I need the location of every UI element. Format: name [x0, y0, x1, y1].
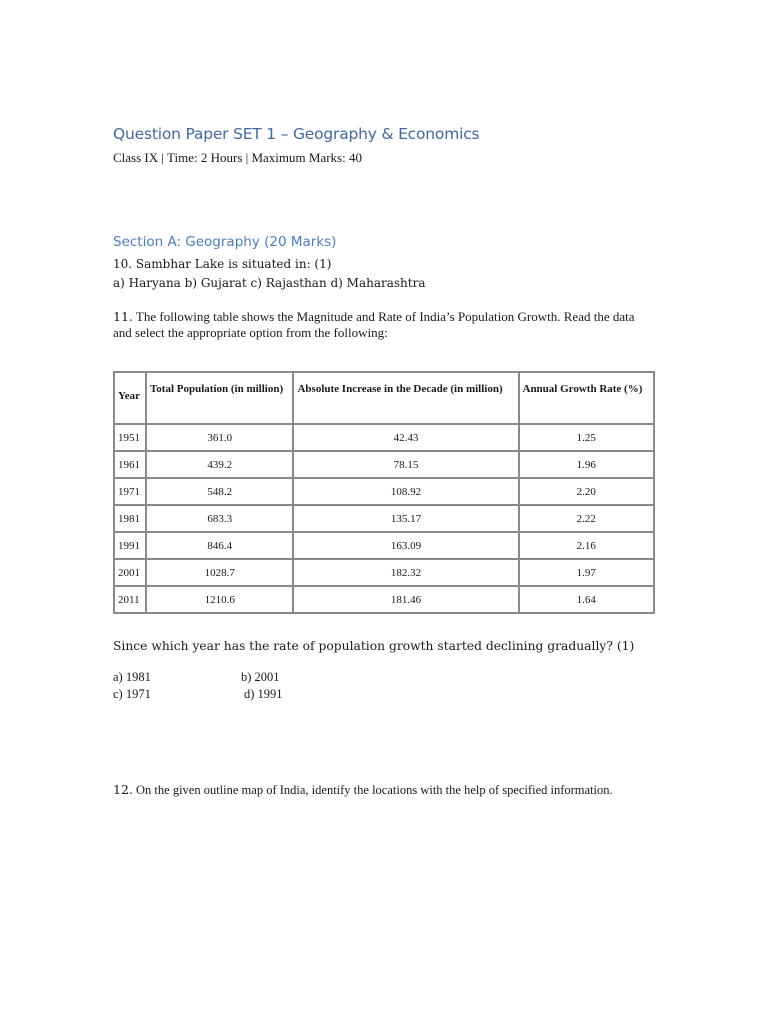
table-header-row — [114, 372, 654, 424]
table-row — [114, 505, 654, 532]
cell-rate: 2.22 — [519, 505, 655, 532]
table-row — [114, 424, 654, 451]
question-10-text: 10. Sambhar Lake is situated in: (1) — [113, 257, 332, 271]
exam-meta: Class IX | Time: 2 Hours | Maximum Marks: 40 — [113, 150, 362, 165]
question-10-options: a) Haryana b) Gujarat c) Rajasthan d) Maharashtra — [113, 276, 426, 290]
cell-increase: 135.17 — [293, 505, 518, 532]
question-11-text — [113, 309, 653, 340]
header-rate: Annual Growth Rate (%) — [519, 372, 655, 424]
cell-rate: 2.16 — [519, 532, 655, 559]
header-year: Year — [114, 372, 146, 424]
cell-population: 846.4 — [146, 532, 294, 559]
cell-population: 548.2 — [146, 478, 294, 505]
question-12-text — [113, 782, 613, 798]
cell-rate: 1.96 — [519, 451, 655, 478]
header-increase: Absolute Increase in the Decade (in million) — [293, 372, 518, 424]
question-11-body: The following table shows the Magnitude and Rate of India’s Population Growth. Read the data and select the appropriate option from the following: — [113, 309, 635, 340]
table-row — [114, 478, 654, 505]
question-11-number: 11. — [113, 309, 133, 324]
cell-rate: 1.97 — [519, 559, 655, 586]
question-12-number: 12. — [113, 782, 133, 797]
table-row — [114, 532, 654, 559]
cell-population: 439.2 — [146, 451, 294, 478]
cell-year: 2001 — [114, 559, 146, 586]
population-table — [113, 371, 655, 614]
option-a: a) 1981 — [113, 670, 151, 684]
table-row — [114, 451, 654, 478]
cell-population: 1210.6 — [146, 586, 294, 613]
option-b: b) 2001 — [241, 670, 280, 684]
header-population: Total Population (in million) — [146, 372, 294, 424]
cell-year: 1981 — [114, 505, 146, 532]
cell-year: 1991 — [114, 532, 146, 559]
option-c: c) 1971 — [113, 687, 151, 701]
cell-population: 361.0 — [146, 424, 294, 451]
cell-population: 683.3 — [146, 505, 294, 532]
cell-rate: 1.64 — [519, 586, 655, 613]
cell-increase: 182.32 — [293, 559, 518, 586]
section-heading: Section A: Geography (20 Marks) — [113, 234, 337, 250]
cell-increase: 181.46 — [293, 586, 518, 613]
cell-year: 1951 — [114, 424, 146, 451]
question-11-prompt: Since which year has the rate of population growth started declining gradually? (1) — [113, 639, 635, 653]
question-12-body: On the given outline map of India, identify the locations with the help of specified information. — [132, 783, 613, 797]
cell-rate: 2.20 — [519, 478, 655, 505]
cell-increase: 78.15 — [293, 451, 518, 478]
cell-increase: 163.09 — [293, 532, 518, 559]
table-row — [114, 559, 654, 586]
page-title: Question Paper SET 1 – Geography & Economics — [113, 125, 480, 143]
cell-year: 1971 — [114, 478, 146, 505]
cell-increase: 108.92 — [293, 478, 518, 505]
table-row — [114, 586, 654, 613]
option-d: d) 1991 — [244, 687, 283, 701]
cell-increase: 42.43 — [293, 424, 518, 451]
cell-year: 2011 — [114, 586, 146, 613]
cell-population: 1028.7 — [146, 559, 294, 586]
cell-rate: 1.25 — [519, 424, 655, 451]
cell-year: 1961 — [114, 451, 146, 478]
